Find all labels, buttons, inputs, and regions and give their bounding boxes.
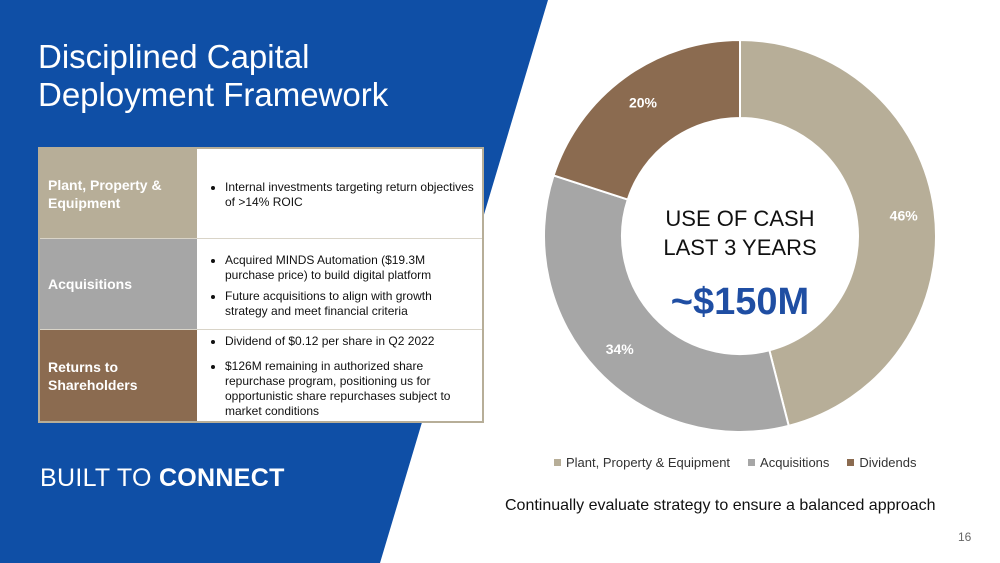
footer-statement: Continually evaluate strategy to ensure a balanced approach (505, 497, 936, 514)
bullet-acq-2: • Future acquisitions to align with growth strategy and meet financial criteria (225, 289, 474, 319)
legend-item-acquisitions (748, 455, 829, 470)
legend-swatch-acquisitions (748, 459, 755, 466)
legend-item-ppe (554, 455, 730, 470)
brand-tagline-prefix: BUILT TO (40, 464, 152, 492)
description-cell-acquisitions (197, 239, 482, 329)
donut-center-line-1: USE OF CASH (665, 206, 815, 231)
brand-tagline (40, 464, 285, 493)
brand-tagline-emphasis: CONNECT (158, 464, 285, 492)
description-cell-ppe (197, 149, 482, 238)
description-cell-returns (197, 330, 482, 421)
donut-center-value: ~$150M (670, 281, 810, 323)
donut-label-ppe: 46% (889, 207, 918, 224)
category-cell-returns: Returns to Shareholders (40, 330, 197, 421)
bullet-acq-1: • Acquired MINDS Automation ($19.3M purchase price) to build digital platform (225, 253, 474, 283)
table-row-ppe (40, 149, 482, 238)
legend-item-dividends (847, 455, 916, 470)
legend-swatch-dividends (847, 459, 854, 466)
legend-label-ppe: Plant, Property & Equipment (566, 455, 731, 470)
title-line-1: Disciplined Capital (38, 38, 310, 75)
chart-legend (554, 455, 917, 470)
capital-framework-table (38, 147, 484, 423)
category-cell-acquisitions: Acquisitions (40, 239, 197, 329)
donut-slice-dividends (554, 40, 740, 200)
donut-center-caption (640, 204, 840, 262)
legend-label-acquisitions: Acquisitions (760, 455, 830, 470)
bullet-ppe-1: • Internal investments targeting return objectives of >14% ROIC (225, 180, 474, 210)
legend-label-dividends: Dividends (859, 455, 917, 470)
bullet-returns-2: • $126M remaining in authorized share repurchase program, positioning us for opportunistic share repurchases subject to market conditions (225, 359, 474, 419)
donut-label-acquisitions: 34% (605, 340, 634, 357)
page-number: 16 (958, 530, 972, 544)
page-title (38, 38, 498, 114)
table-row-returns (40, 330, 482, 421)
bullet-returns-1: • Dividend of $0.12 per share in Q2 2022 (225, 334, 474, 349)
category-cell-ppe: Plant, Property & Equipment (40, 149, 197, 238)
title-line-2: Deployment Framework (38, 76, 389, 113)
legend-swatch-ppe (554, 459, 561, 466)
donut-center-line-2: LAST 3 YEARS (663, 235, 817, 260)
donut-label-dividends: 20% (628, 94, 658, 111)
table-row-acquisitions (40, 239, 482, 329)
